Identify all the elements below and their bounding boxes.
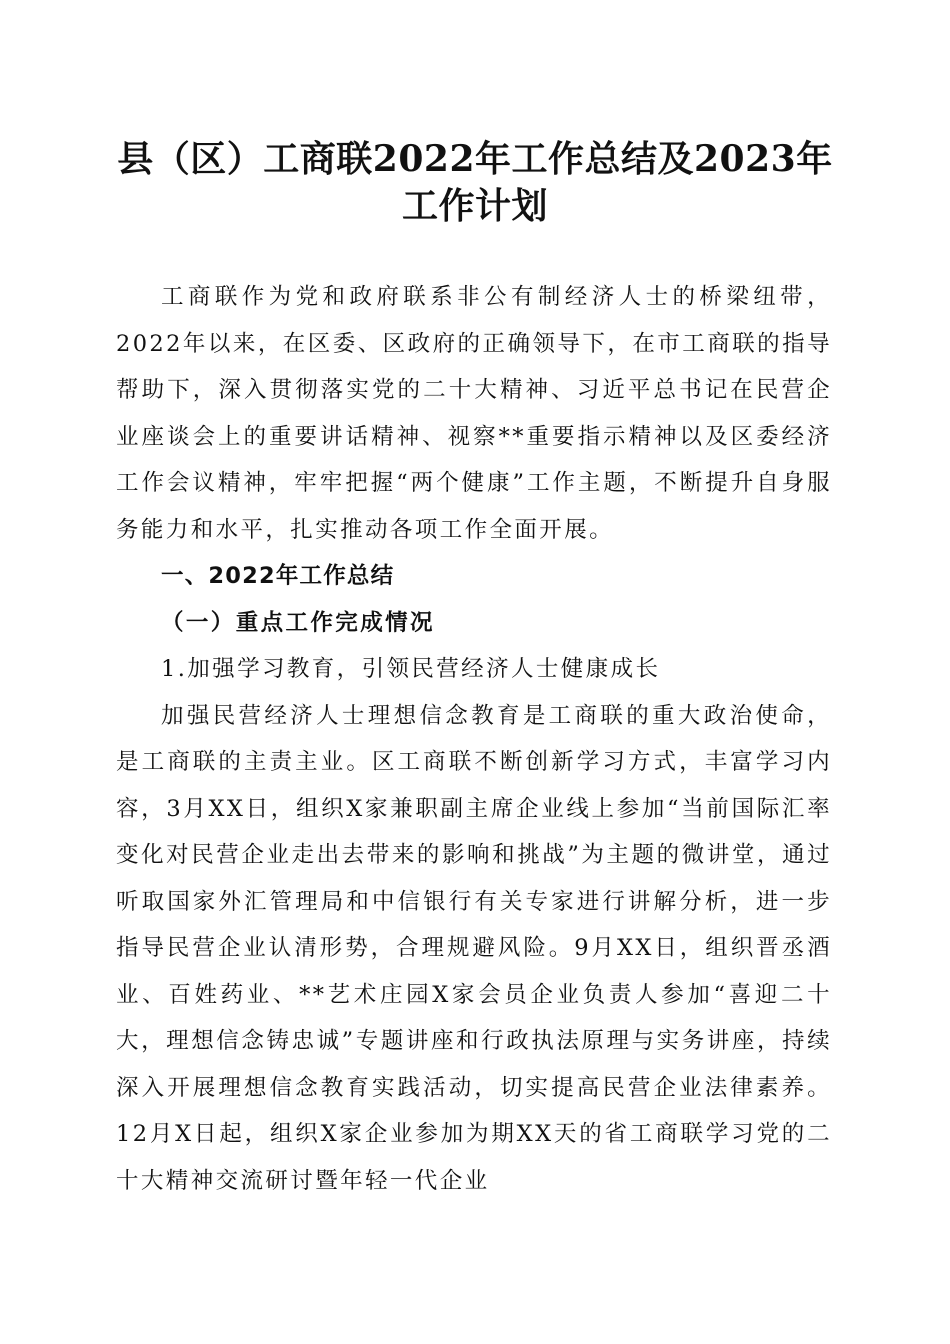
document-title: 县（区）工商联2022年工作总结及2023年工作计划: [117, 138, 833, 227]
document-body: [116, 274, 832, 1204]
item-heading-study-education: 1.加强学习教育，引领民营经济人士健康成长: [161, 656, 661, 682]
subsection-heading-key-work: （一）重点工作完成情况: [161, 609, 435, 636]
item-paragraph-study-education: 加强民营经济人士理想信念教育是工商联的重大政治使命，是工商联的主责主业。区工商联不断创新学习方式，丰富学习内容，3月XX日，组织X家兼职副主席企业线上参加“当前国际汇率变化对民营企业走出去带来的影响和挑战”为主题的微讲堂，通过听取国家外汇管理局和中信银行有关专家进行讲解分析，进一步指导民营企业认清形势，合理规避风险。9月XX日，组织晋丞酒业、百姓药业、**艺术庄园X家会员企业负责人参加“喜迎二十大，理想信念铸忠诚”专题讲座和行政执法原理与实务讲座，持续深入开展理想信念教育实践活动，切实提高民营企业法律素养。12月X日起，组织X家企业参加为期XX天的省工商联学习党的二十大精神交流研讨暨年轻一代企业: [116, 702, 832, 1194]
section-heading-work-summary: 一、2022年工作总结: [161, 563, 395, 589]
intro-paragraph: 工商联作为党和政府联系非公有制经济人士的桥梁纽带，2022年以来，在区委、区政府的正确领导下，在市工商联的指导帮助下，深入贯彻落实党的二十大精神、习近平总书记在民营企业座谈会上的重要讲话精神、视察**重要指示精神以及区委经济工作会议精神，牢牢把握“两个健康”工作主题，不断提升自身服务能力和水平，扎实推动各项工作全面开展。: [116, 284, 832, 543]
